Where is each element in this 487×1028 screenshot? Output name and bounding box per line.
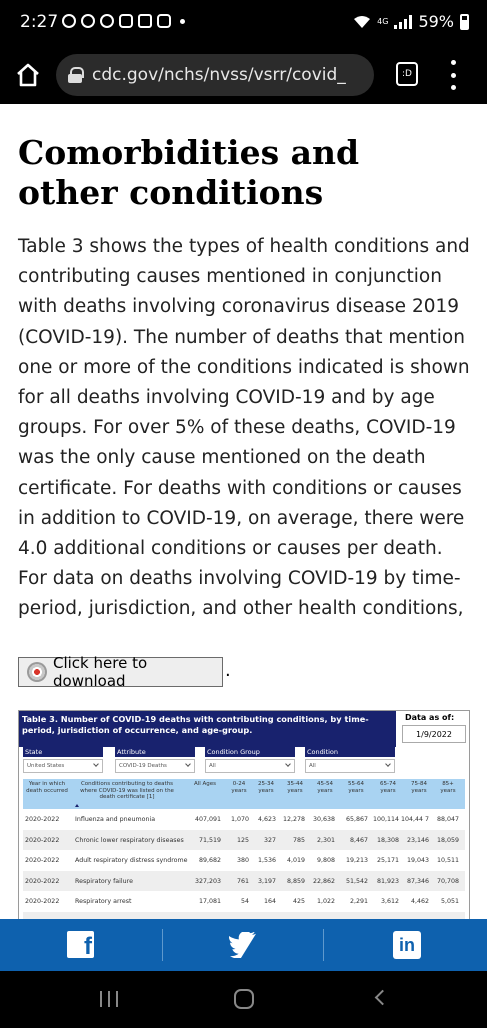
table-cell: 2020-2022 — [25, 877, 60, 885]
table-cell: 88,047 — [436, 816, 459, 823]
facebook-glyph: f — [84, 933, 92, 960]
status-bar — [0, 0, 487, 46]
table-cell: 327 — [263, 836, 276, 844]
table-cell: 65,867 — [345, 816, 368, 823]
table-row — [23, 850, 465, 870]
filter-select-attribute[interactable] — [115, 759, 195, 773]
battery-percent: 59% — [418, 12, 454, 31]
filter-select-condition-group[interactable] — [205, 759, 295, 773]
back-icon[interactable] — [375, 990, 391, 1006]
table-cell: Respiratory arrest — [75, 898, 132, 905]
table-cell: 2020-2022 — [25, 857, 60, 864]
table-cell: 125 — [236, 836, 249, 844]
table-cell: 17,081 — [198, 898, 221, 905]
table-cell: 2,301 — [316, 836, 335, 844]
table-cell: Respiratory failure — [75, 877, 133, 885]
tab-switcher-button[interactable] — [396, 62, 418, 86]
tab-switcher-label: :D — [402, 69, 412, 79]
app-notification-icon — [138, 14, 152, 28]
recent-apps-icon[interactable] — [100, 991, 118, 1007]
messenger-icon — [62, 14, 76, 28]
table-cell: 4,623 — [257, 816, 276, 823]
home-icon[interactable] — [14, 61, 42, 89]
facebook-icon[interactable] — [67, 931, 94, 958]
table-cell: 2020-2022 — [25, 836, 60, 844]
table-row — [23, 809, 465, 829]
share-bar — [0, 919, 487, 971]
url-text: cdc.gov/nchs/nvss/vsrr/covid_ — [92, 65, 346, 85]
table-cell: 4,462 — [410, 898, 429, 905]
table-cell: 5,051 — [440, 898, 459, 905]
instagram-icon — [157, 14, 171, 28]
table-cell: 25,171 — [376, 857, 399, 864]
table-cell: 22,862 — [312, 877, 335, 885]
table-cell: 407,091 — [194, 816, 221, 823]
column-header[interactable]: 25-34 years — [258, 781, 274, 794]
system-nav-bar — [0, 971, 487, 1028]
network-type: 4G — [377, 17, 389, 26]
filter-value-condition: All — [309, 763, 316, 769]
sort-ascending-icon[interactable] — [75, 804, 79, 807]
download-button-label: Click here to download — [53, 654, 148, 690]
column-header[interactable]: 0-24 years — [231, 781, 247, 794]
table-cell: 10,511 — [436, 857, 459, 864]
table-cell: Chronic lower respiratory diseases — [75, 836, 184, 844]
table-cell: 1,536 — [257, 857, 276, 864]
column-header[interactable]: 55-64 years — [348, 781, 364, 794]
filter-value-attribute: COVID-19 Deaths — [119, 763, 167, 769]
table-cell: 71,519 — [198, 836, 221, 844]
filter-select-state[interactable] — [23, 759, 103, 773]
column-header[interactable]: 75-84 years — [411, 781, 427, 794]
table-row — [23, 891, 465, 911]
linkedin-glyph: in — [399, 934, 415, 955]
instagram-icon — [119, 14, 133, 28]
table-cell: 70,708 — [436, 877, 459, 885]
table-cell: 89,682 — [198, 857, 221, 864]
table-cell: 2020-2022 — [25, 898, 60, 905]
table-cell: 2020-2022 — [25, 816, 60, 823]
signal-icon — [394, 15, 412, 29]
table-cell: 81,923 — [376, 877, 399, 885]
table-row — [23, 871, 465, 891]
table-cell: 3,197 — [257, 877, 276, 885]
column-header[interactable]: 45-54 years — [317, 781, 333, 794]
table-cell: 100,114 — [372, 816, 399, 823]
table-row — [23, 830, 465, 850]
overflow-menu-icon[interactable] — [448, 60, 458, 90]
table-cell: Adult respiratory distress syndrome — [75, 857, 188, 864]
nav-home-icon[interactable] — [234, 989, 254, 1009]
battery-icon — [460, 14, 469, 30]
table-cell: 4,019 — [286, 857, 305, 864]
messenger-icon — [81, 14, 95, 28]
more-notifications-dot — [180, 19, 185, 24]
table-cell: 51,542 — [345, 877, 368, 885]
column-header[interactable]: 35-44 years — [287, 781, 303, 794]
download-disc-icon — [27, 662, 47, 682]
filter-label-condition-group: Condition Group — [205, 747, 295, 757]
table-cell: 8,859 — [286, 877, 305, 885]
table-cell: 12,278 — [282, 816, 305, 823]
filter-label-condition: Condition — [305, 747, 395, 757]
table-cell: 380 — [236, 857, 249, 864]
twitter-icon[interactable] — [229, 932, 259, 958]
notification-icons — [62, 14, 185, 28]
browser-toolbar — [0, 46, 487, 104]
table-title: Table 3. Number of COVID-19 deaths with contributing conditions, by time-period, jurisdiction of occurrence, and age-group. — [19, 711, 396, 747]
table-header — [23, 779, 465, 809]
lock-icon — [68, 67, 82, 83]
filter-label-state: State — [23, 747, 103, 757]
table-cell: 1,070 — [230, 816, 249, 823]
table-cell: 327,203 — [194, 877, 221, 885]
share-divider — [162, 929, 163, 961]
article-paragraph: Table 3 shows the types of health conditions and contributing causes mentioned in conjunction with deaths involving coronavirus disease 2019 (COVID-19). The number of deaths that mention one or more of the conditions indicated is shown for all deaths involving COVID-19 and by age groups. For over 5% of these deaths, COVID-19 was the only cause mentioned on the death certificate. For deaths with conditions or causes in addition to COVID-19, on average, there were 4.0 additional conditions or causes per death. For data on deaths involving COVID-19 by time-period, jurisdiction, and other health conditions, — [18, 236, 470, 620]
table-cell: 87,346 — [406, 877, 429, 885]
table-cell: 19,043 — [406, 857, 429, 864]
share-divider — [323, 929, 324, 961]
data-as-of-value: 1/9/2022 — [402, 725, 466, 743]
table-cell: 3,612 — [380, 898, 399, 905]
linkedin-icon[interactable] — [393, 931, 421, 959]
table-cell: 18,059 — [436, 836, 459, 844]
column-header[interactable]: Conditions contributing to deaths where COVID-19 was listed on the death certificate [1] — [80, 781, 174, 800]
filter-value-condition-group: All — [209, 763, 216, 769]
filter-select-condition[interactable] — [305, 759, 395, 773]
table-cell: 104,44 7 — [400, 816, 429, 823]
column-header[interactable]: Year in which death occurred — [26, 781, 68, 794]
column-header[interactable]: 65-74 years — [380, 781, 396, 794]
table-cell: 9,808 — [316, 857, 335, 864]
table-cell: 23,146 — [406, 836, 429, 844]
table-cell: 425 — [292, 898, 305, 905]
column-header[interactable]: All Ages — [193, 781, 217, 787]
data-as-of-label: Data as of: — [405, 713, 455, 722]
table-cell: 1,022 — [316, 898, 335, 905]
status-time: 2:27 — [20, 12, 59, 32]
data-table-embed — [18, 710, 470, 922]
table-cell: 785 — [292, 836, 305, 844]
wifi-icon — [353, 15, 371, 29]
table-cell: 54 — [240, 898, 249, 905]
table-cell: 8,467 — [349, 836, 368, 844]
table-cell: 2,291 — [349, 898, 368, 905]
table-cell: 19,213 — [345, 857, 368, 864]
page-title: Comorbidities and other conditions — [18, 133, 360, 212]
table-cell: 30,638 — [312, 816, 335, 823]
filter-label-attribute: Attribute — [115, 747, 195, 757]
messenger-icon — [100, 14, 114, 28]
column-header[interactable]: 85+ years — [440, 781, 456, 794]
table-cell: 164 — [263, 898, 276, 905]
filter-value-state: United States — [27, 763, 65, 769]
table-cell: 18,308 — [376, 836, 399, 844]
trailing-period: . — [225, 660, 231, 681]
table-cell: 761 — [236, 877, 249, 885]
address-bar[interactable] — [56, 54, 374, 96]
table-cell: Influenza and pneumonia — [75, 816, 156, 823]
download-button[interactable] — [18, 654, 223, 690]
